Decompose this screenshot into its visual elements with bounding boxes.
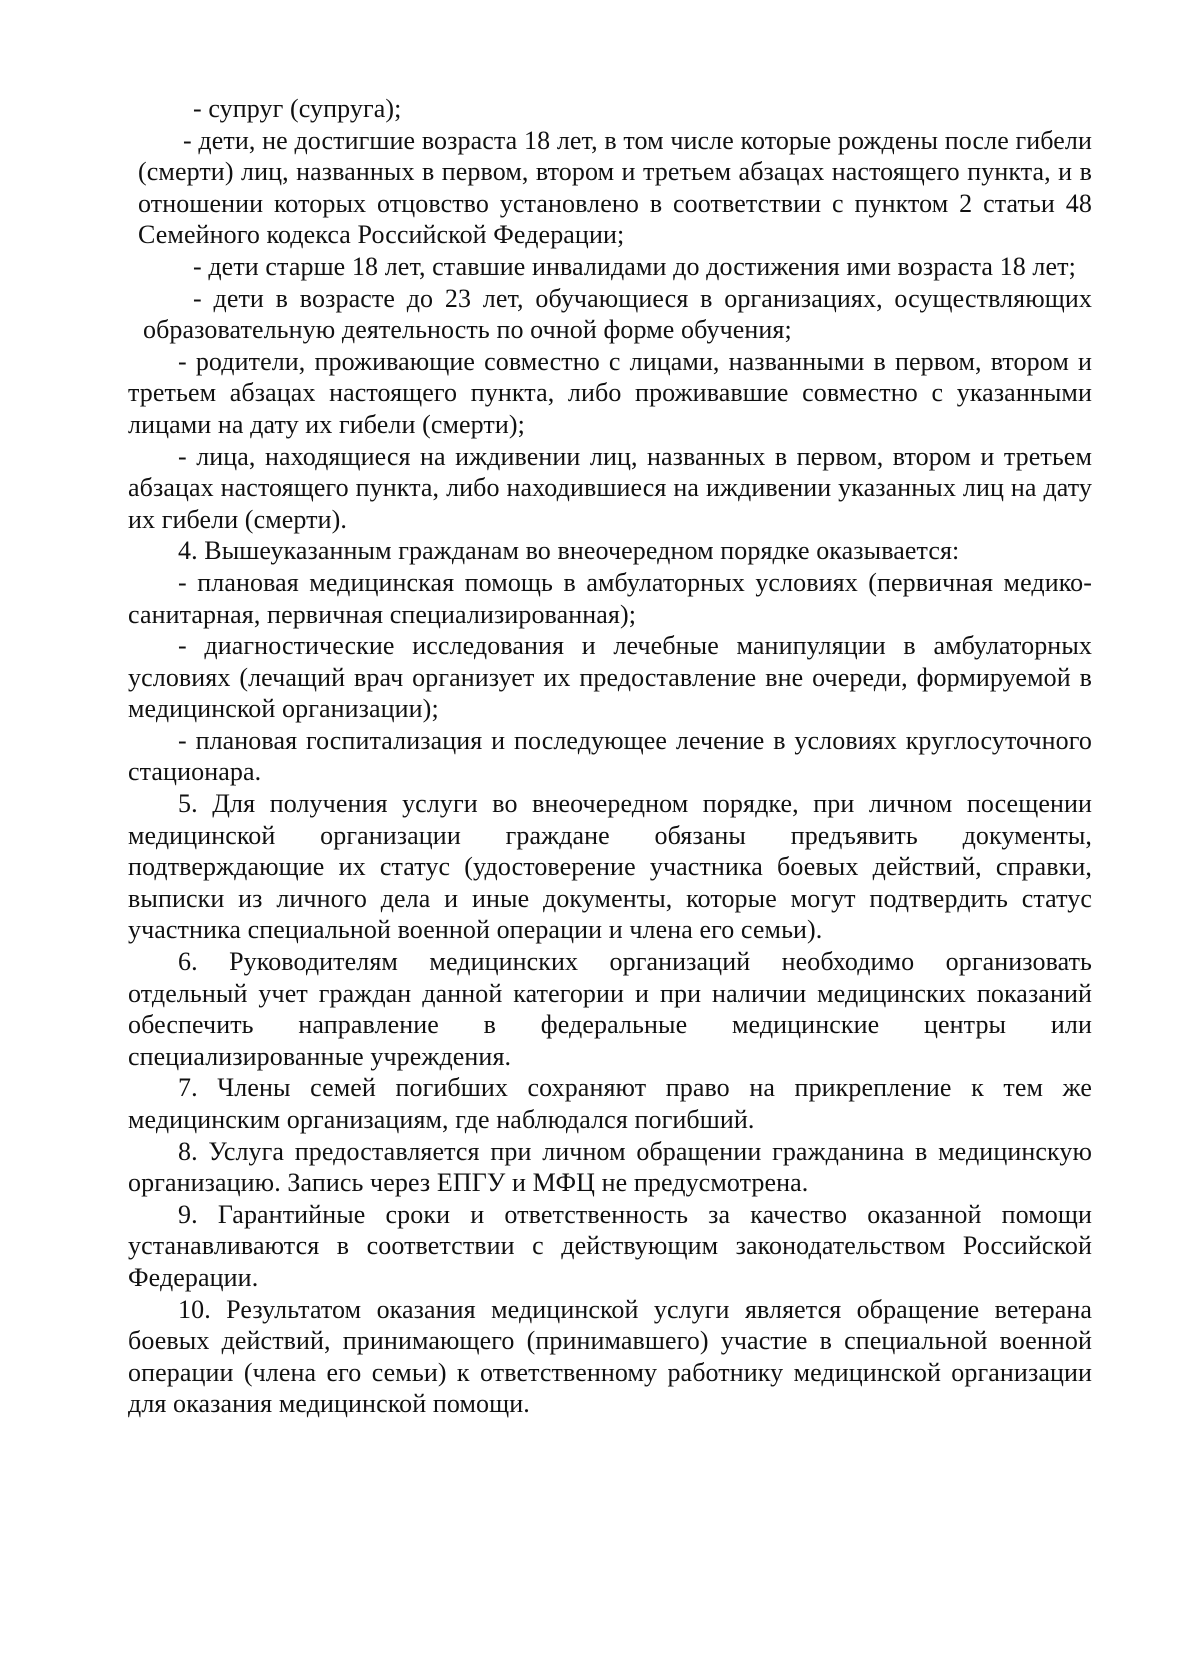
paragraph-outpatient-care: - плановая медицинская помощь в амбулаторных условиях (первичная медико-санитарная, первичная специализированная); — [128, 567, 1092, 629]
paragraph-item-10: 10. Результатом оказания медицинской услуги является обращение ветерана боевых действий, принимающего (принимавшего) участие в специальной военной операции (члена его семьи) к ответственному работнику медицинской организации для оказания медицинской помощи. — [128, 1294, 1092, 1419]
paragraph-children-under-18: - дети, не достигшие возраста 18 лет, в том числе которые рождены после гибели (смерти) лиц, названных в первом, втором и третьем абзацах настоящего пункта, и в отношении которых отцовство установлено в соответствии с пунктом 2 статьи 48 Семейного кодекса Российской Федерации; — [138, 125, 1092, 250]
paragraph-item-7: 7. Члены семей погибших сохраняют право на прикрепление к тем же медицинским организациям, где наблюдался погибший. — [128, 1073, 1092, 1134]
document-body — [128, 93, 1092, 1420]
paragraph-item-9: 9. Гарантийные сроки и ответственность за качество оказанной помощи устанавливаются в соответствии с действующим законодательством Российской Федерации. — [128, 1199, 1092, 1292]
paragraph-children-over-18: - дети старше 18 лет, ставшие инвалидами до достижения ими возраста 18 лет; — [193, 251, 1076, 281]
paragraph-item-5: 5. Для получения услуги во внеочередном порядке, при личном посещении медицинской организации граждане обязаны предъявить документы, подтверждающие их статус (удостоверение участника боевых действий, справки, выписки из личного дела и иные документы, которые могут подтвердить статус участника специальной военной операции и члена его семьи). — [128, 789, 1092, 945]
paragraph-hospitalization: - плановая госпитализация и последующее лечение в условиях круглосуточного стационара. — [128, 725, 1092, 787]
paragraph-children-under-23: - дети в возрасте до 23 лет, обучающиеся в организациях, осуществляющих образовательную деятельность по очной форме обучения; — [143, 283, 1092, 345]
paragraph-item-8: 8. Услуга предоставляется при личном обращении гражданина в медицинскую организацию. Запись через ЕПГУ и МФЦ не предусмотрена. — [128, 1136, 1092, 1198]
paragraph-diagnostics: - диагностические исследования и лечебные манипуляции в амбулаторных условиях (лечащий врач организует их предоставление вне очереди, формируемой в медицинской организации); — [128, 631, 1092, 724]
paragraph-dependents: - лица, находящиеся на иждивении лиц, названных в первом, втором и третьем абзацах настоящего пункта, либо находившиеся на иждивении указанных лиц на дату их гибели (смерти). — [128, 441, 1092, 534]
paragraph-item-4: 4. Вышеуказанным гражданам во внеочередном порядке оказывается: — [178, 536, 960, 566]
paragraph-parents: - родители, проживающие совместно с лицами, названными в первом, втором и третьем абзацах настоящего пункта, либо проживавшие совместно с указанными лицами на дату их гибели (смерти); — [128, 346, 1092, 439]
paragraph-spouse: - супруг (супруга); — [193, 94, 402, 123]
paragraph-item-6: 6. Руководителям медицинских организаций необходимо организовать отдельный учет граждан данной категории и при наличии медицинских показаний обеспечить направление в федеральные медицинские центры или специализированные учреждения. — [128, 947, 1092, 1071]
